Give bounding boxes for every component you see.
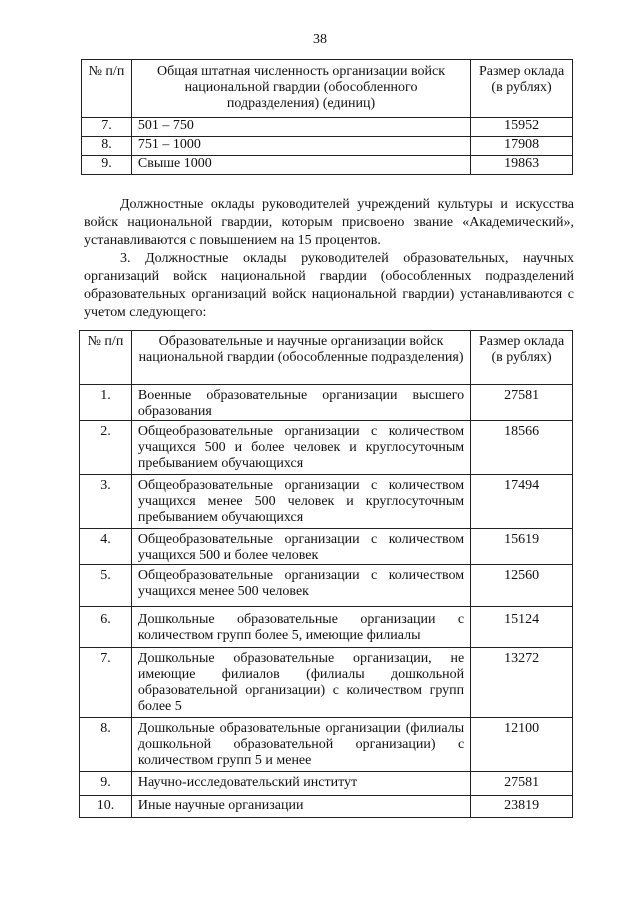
table-header-row: [82, 60, 573, 118]
row-num: 7.: [80, 648, 132, 718]
table-row: [82, 137, 573, 156]
paragraph-academic-text: Должностные оклады руководителей учреждений культуры и искусства войск национальной гвардии, которым присвоено звание «Академический», устанавливаются с повышением на 15 процентов.: [84, 197, 574, 248]
table-row: [82, 118, 573, 137]
row-desc: Общеобразовательные организации с количеством учащихся менее 500 человек и круглосуточным пребыванием обучающихся: [131, 475, 470, 529]
page-number: 38: [313, 32, 327, 47]
paragraph-academic: [84, 196, 574, 250]
row-num: 8.: [82, 137, 132, 156]
table-row: [80, 565, 573, 607]
row-salary: 15619: [471, 529, 573, 565]
table-row: [80, 385, 573, 421]
row-salary: 17908: [471, 137, 573, 156]
row-desc: Общеобразовательные организации с количеством учащихся 500 и более человек и круглосуточным пребыванием обучающихся: [131, 421, 470, 475]
row-num: 8.: [80, 718, 132, 772]
row-desc: Иные научные организации: [131, 796, 470, 818]
col-header-salary: Размер оклада (в рублях): [471, 60, 573, 118]
row-num: 6.: [80, 607, 132, 648]
row-num: 3.: [80, 475, 132, 529]
row-salary: 23819: [471, 796, 573, 818]
row-num: 4.: [80, 529, 132, 565]
row-num: 7.: [82, 118, 132, 137]
row-desc: Дошкольные образовательные организации (филиалы дошкольной образовательной организации) с количеством групп 5 и менее: [131, 718, 470, 772]
row-desc: Общеобразовательные организации с количеством учащихся менее 500 человек: [131, 565, 470, 607]
education-org-salary-table: [79, 330, 573, 818]
row-desc: Общеобразовательные организации с количеством учащихся 500 и более человек: [131, 529, 470, 565]
table-row: [82, 156, 573, 175]
row-desc: 501 – 750: [131, 118, 470, 137]
col-header-desc: Общая штатная численность организации войск национальной гвардии (обособленного подразделения) (единиц): [131, 60, 470, 118]
table-header-row: [80, 331, 573, 385]
staff-size-salary-table: [81, 59, 573, 175]
row-salary: 27581: [471, 772, 573, 796]
row-salary: 12560: [471, 565, 573, 607]
row-num: 9.: [82, 156, 132, 175]
row-salary: 13272: [471, 648, 573, 718]
row-num: 9.: [80, 772, 132, 796]
table-row: [80, 529, 573, 565]
row-desc: Военные образовательные организации высшего образования: [131, 385, 470, 421]
row-salary: 27581: [471, 385, 573, 421]
paragraph-section-3: [84, 250, 574, 322]
row-num: 10.: [80, 796, 132, 818]
row-desc: Свыше 1000: [131, 156, 470, 175]
table-row: [80, 718, 573, 772]
row-desc: 751 – 1000: [131, 137, 470, 156]
row-salary: 19863: [471, 156, 573, 175]
table-row: [80, 772, 573, 796]
col-header-desc: Образовательные и научные организации войск национальной гвардии (обособленные подразделения): [131, 331, 470, 385]
row-desc: Дошкольные образовательные организации с количеством групп более 5, имеющие филиалы: [131, 607, 470, 648]
table-row: [80, 475, 573, 529]
paragraph-section-3-text: 3. Должностные оклады руководителей образовательных, научных организаций войск национальной гвардии (обособленных подразделений образовательных организаций войск национальной гвардии) устанавливаются с учетом следующего:: [84, 251, 574, 320]
table-row: [80, 421, 573, 475]
table-row: [80, 607, 573, 648]
table-row: [80, 796, 573, 818]
col-header-num: № п/п: [82, 60, 132, 118]
row-salary: 15952: [471, 118, 573, 137]
row-salary: 12100: [471, 718, 573, 772]
row-num: 1.: [80, 385, 132, 421]
table-row: [80, 648, 573, 718]
row-salary: 17494: [471, 475, 573, 529]
row-num: 2.: [80, 421, 132, 475]
row-desc: Научно-исследовательский институт: [131, 772, 470, 796]
col-header-num: № п/п: [80, 331, 132, 385]
col-header-salary: Размер оклада (в рублях): [471, 331, 573, 385]
row-salary: 15124: [471, 607, 573, 648]
row-desc: Дошкольные образовательные организации, не имеющие филиалов (филиалы дошкольной образовательной организации) с количеством групп более 5: [131, 648, 470, 718]
row-salary: 18566: [471, 421, 573, 475]
row-num: 5.: [80, 565, 132, 607]
